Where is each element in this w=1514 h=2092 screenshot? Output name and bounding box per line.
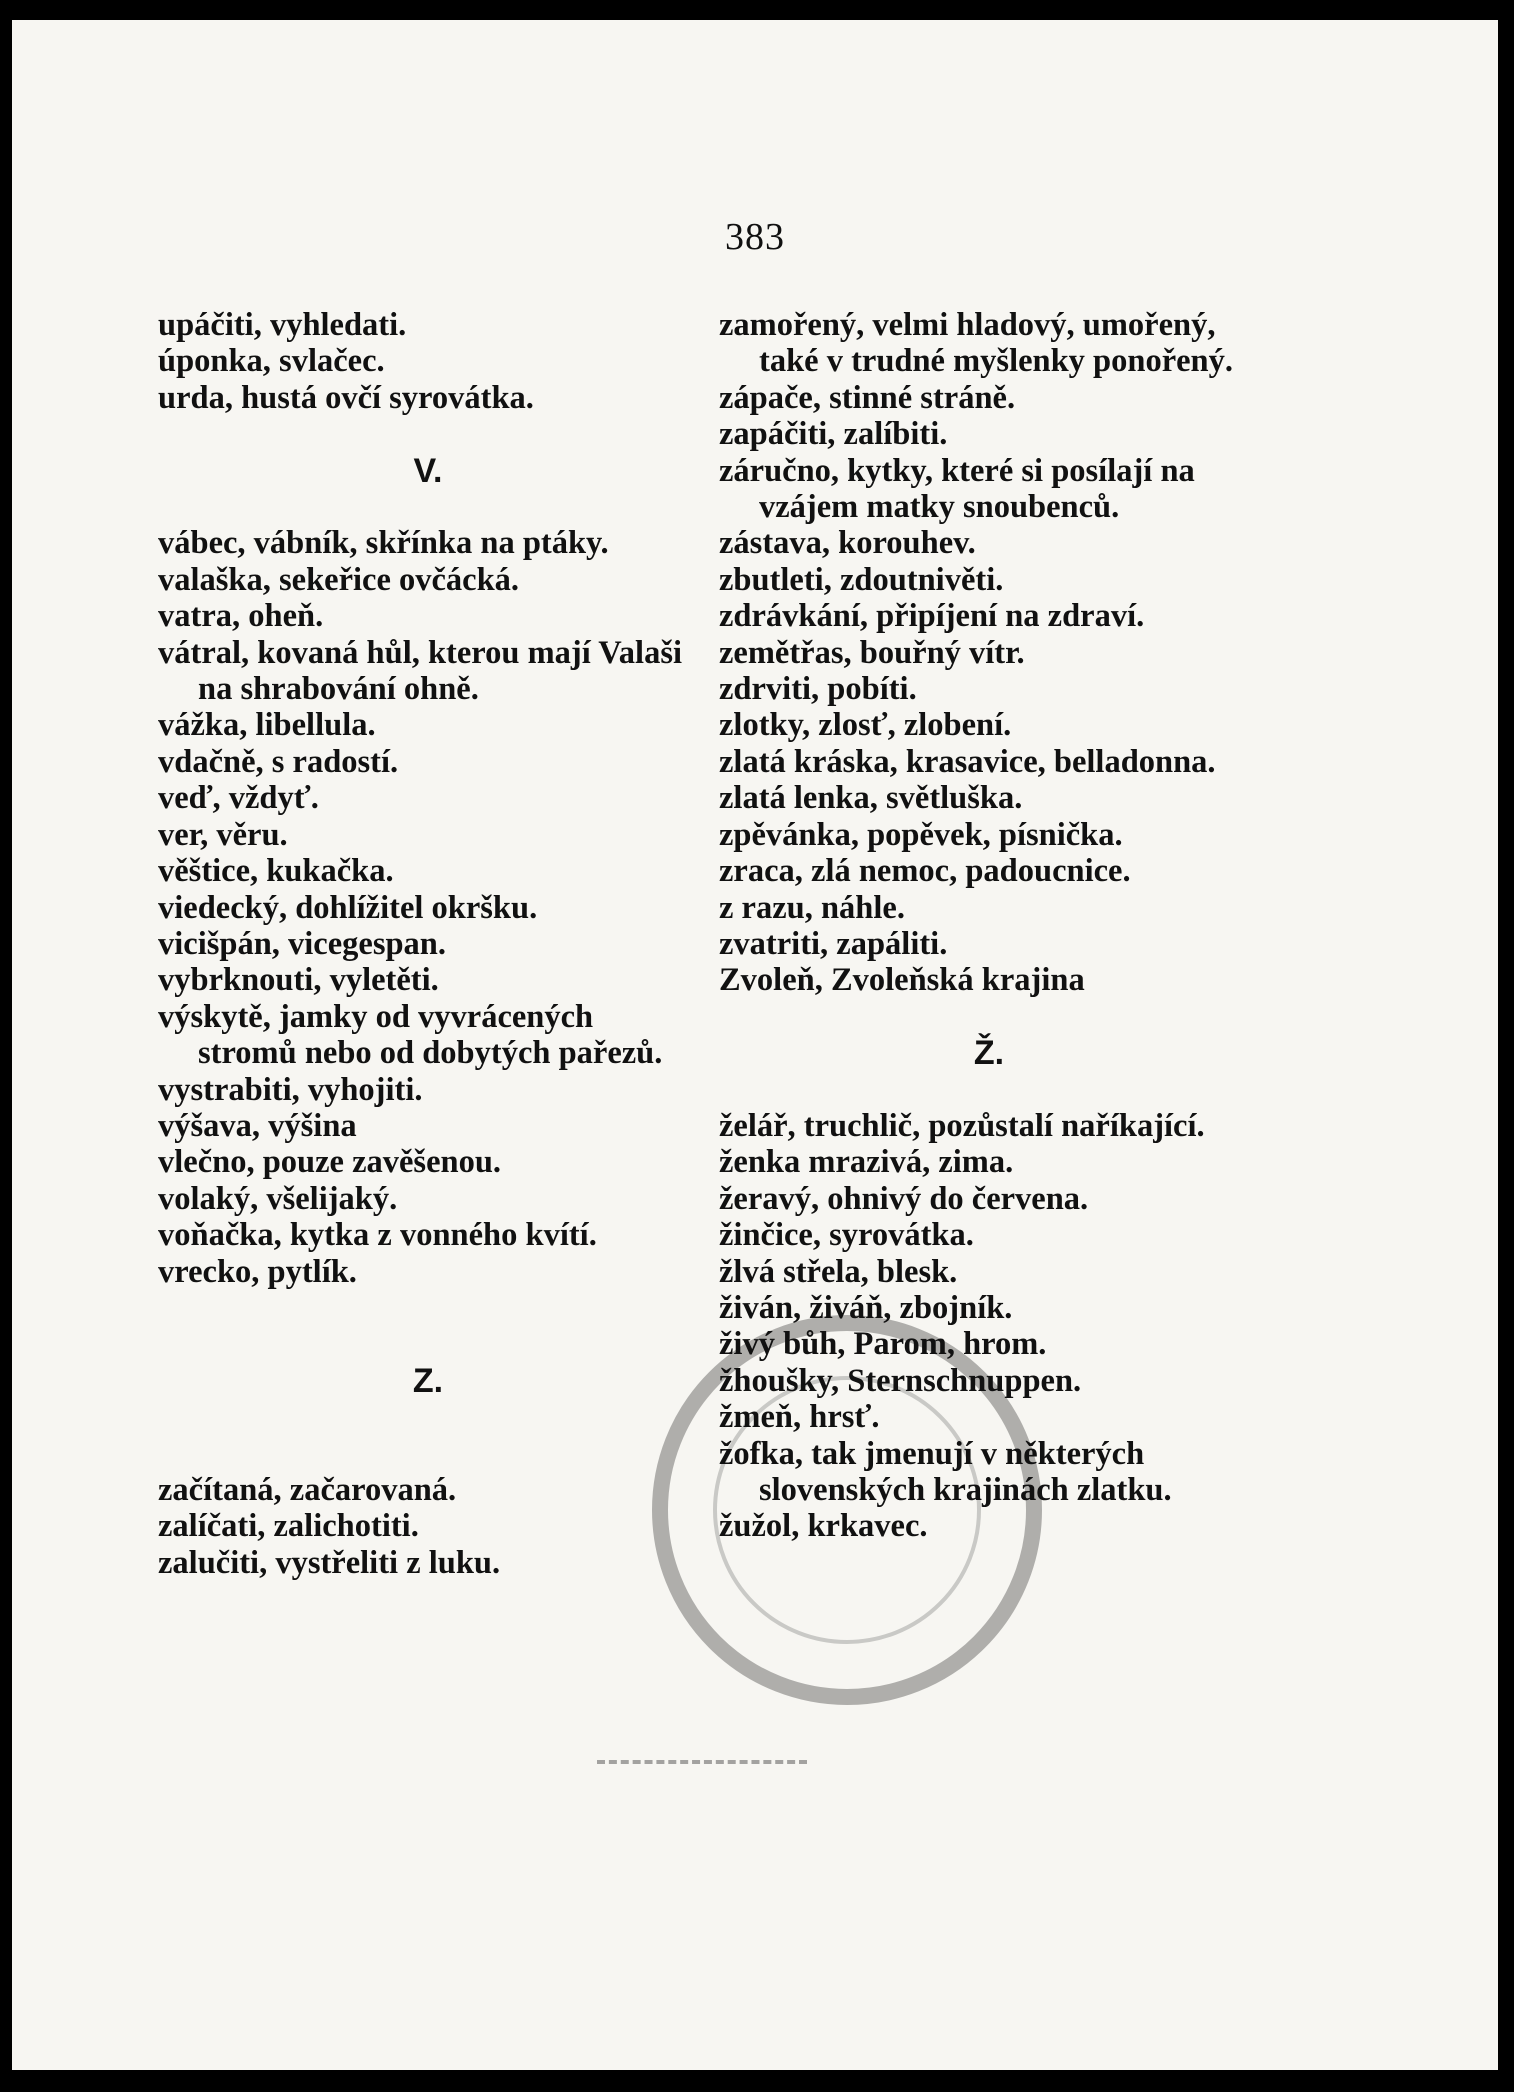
section-letter-heading: V. <box>413 451 443 490</box>
glossary-entry: živý bůh, Parom, hrom. <box>719 1326 1047 1363</box>
spacer <box>719 999 1259 1035</box>
glossary-entry: zraca, zlá nemoc, padoucnice. <box>719 853 1131 890</box>
glossary-entry: zlatá kráska, krasavice, belladonna. <box>719 743 1216 780</box>
spacer <box>158 1436 698 1472</box>
glossary-entry: žlvá střela, blesk. <box>719 1253 958 1290</box>
glossary-entry: Zvoleň, Zvoleňská krajina <box>719 962 1085 999</box>
glossary-entry: věštice, kukačka. <box>158 853 394 890</box>
spacer <box>158 1326 698 1362</box>
glossary-entry: vlečno, pouze zavěšenou. <box>158 1144 502 1181</box>
glossary-entry: vdačně, s radostí. <box>158 743 399 780</box>
spacer <box>158 489 698 525</box>
glossary-entry: zvatriti, zapáliti. <box>719 925 948 962</box>
glossary-entry: zemětřas, bouřný vítr. <box>719 634 1025 671</box>
glossary-entry: úponka, svlačec. <box>158 343 385 380</box>
glossary-entry: začítaná, začarovaná. <box>158 1472 457 1508</box>
spacer <box>719 1072 1259 1108</box>
section-letter-heading: Z. <box>412 1361 444 1400</box>
glossary-entry: zdrviti, pobíti. <box>719 671 917 708</box>
spacer <box>158 1399 698 1435</box>
book-page <box>12 20 1498 2070</box>
glossary-entry: vátral, kovaná hůl, kterou mají Valaši na shrabování ohně. <box>158 634 682 708</box>
spacer <box>158 1290 698 1326</box>
glossary-entry: ver, věru. <box>158 816 288 853</box>
glossary-entry: urda, hustá ovčí syrovátka. <box>158 379 534 416</box>
section-letter-heading: Ž. <box>973 1034 1005 1073</box>
glossary-entry: živán, živáň, zbojník. <box>719 1289 1013 1326</box>
end-rule <box>597 1760 807 1764</box>
glossary-entry: volaký, všelijaký. <box>158 1180 398 1217</box>
glossary-entry: valaška, sekeřice ovčácká. <box>158 561 520 598</box>
glossary-entry: zamořený, velmi hladový, umořený, také v trudné myšlenky ponořený. <box>719 307 1233 380</box>
glossary-entry: zalíčati, zalichotiti. <box>158 1508 419 1545</box>
glossary-entry: zástava, korouhev. <box>719 525 976 562</box>
glossary-entry: viedecký, dohlížitel okršku. <box>158 889 538 926</box>
glossary-entry: záručno, kytky, které si posílají na vzájem matky snoubenců. <box>719 452 1195 526</box>
glossary-entry: vábec, vábník, skřínka na ptáky. <box>158 525 609 562</box>
glossary-entry: zalučiti, vystřeliti z luku. <box>158 1544 501 1581</box>
glossary-entry: ženka mrazivá, zima. <box>719 1144 1014 1181</box>
glossary-column-right <box>719 307 1259 1545</box>
glossary-entry: zlatá lenka, světluška. <box>719 780 1023 817</box>
glossary-column-left <box>158 307 698 1581</box>
glossary-entry: zapáčiti, zalíbiti. <box>719 416 948 453</box>
glossary-entry: žinčice, syrovátka. <box>719 1217 974 1254</box>
glossary-entry: žhoušky, Sternschnuppen. <box>719 1362 1082 1399</box>
glossary-entry: žeravý, ohnivý do červena. <box>719 1180 1089 1217</box>
glossary-entry: upáčiti, vyhledati. <box>158 307 407 343</box>
glossary-entry: z razu, náhle. <box>719 889 905 926</box>
glossary-entry: voňačka, kytka z vonného kvítí. <box>158 1217 597 1254</box>
glossary-entry: zlotky, zlosť, zlobení. <box>719 707 1012 744</box>
glossary-entry: zbutleti, zdoutnivěti. <box>719 561 1004 598</box>
glossary-entry: vážka, libellula. <box>158 707 376 744</box>
glossary-entry: žofka, tak jmenují v některých slovenských krajinách zlatku. <box>719 1435 1172 1508</box>
glossary-entry: želář, truchlič, pozůstalí naříkající. <box>719 1107 1205 1144</box>
glossary-entry: výskytě, jamky od vyvrácených stromů nebo od dobytých pařezů. <box>158 998 663 1072</box>
page-number: 383 <box>725 216 785 258</box>
glossary-entry: zápače, stinné stráně. <box>719 379 1016 416</box>
glossary-entry: zpěvánka, popěvek, písnička. <box>719 816 1123 853</box>
glossary-entry: vatra, oheň. <box>158 598 324 635</box>
glossary-entry: vrecko, pytlík. <box>158 1253 357 1290</box>
glossary-entry: výšava, výšina <box>158 1107 357 1144</box>
glossary-entry: vystrabiti, vyhojiti. <box>158 1071 423 1108</box>
glossary-entry: žmeň, hrsť. <box>719 1399 880 1436</box>
glossary-entry: vybrknouti, vyletěti. <box>158 962 439 999</box>
glossary-entry: žužol, krkavec. <box>719 1508 928 1545</box>
spacer <box>158 416 698 452</box>
glossary-entry: veď, vždyť. <box>158 780 319 817</box>
glossary-entry: vicišpán, vicegespan. <box>158 925 447 962</box>
glossary-entry: zdrávkání, připíjení na zdraví. <box>719 598 1145 635</box>
